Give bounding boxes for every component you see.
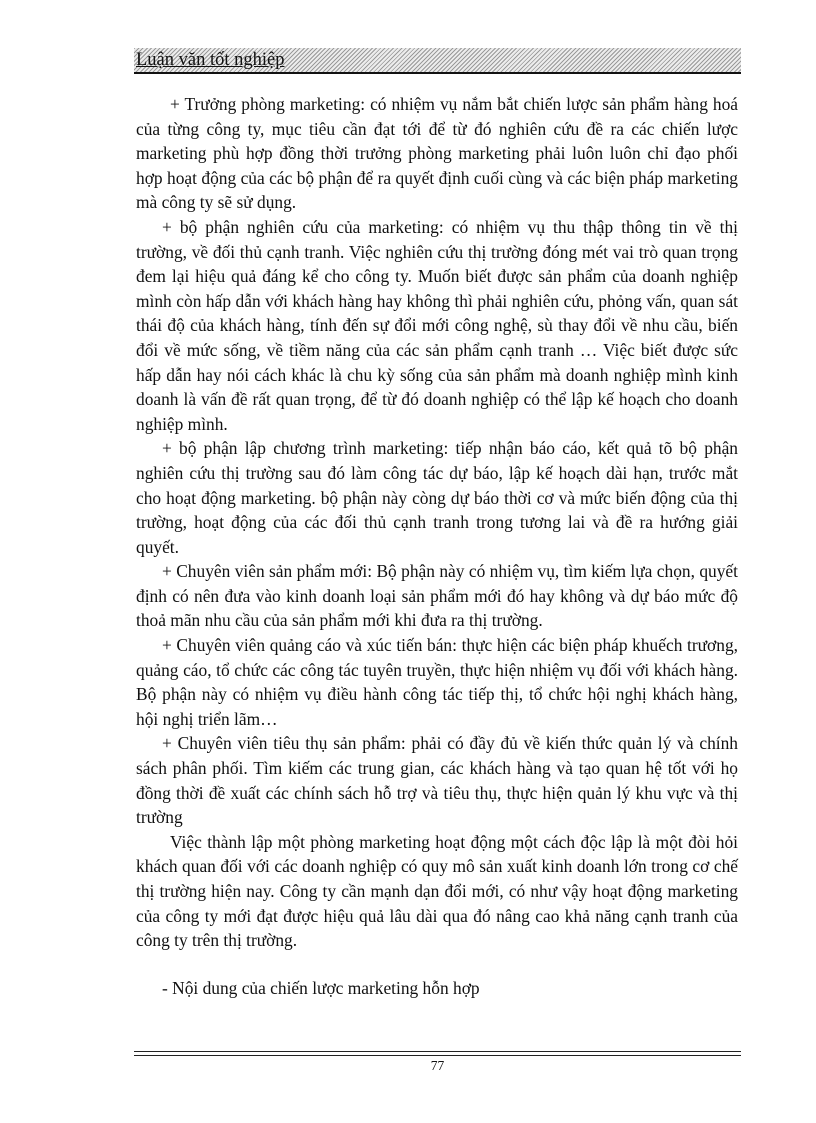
footer-rule-top [134,1051,741,1052]
paragraph-program-department: + bộ phận lập chương trình marketing: tiếp nhận báo cáo, kết quả tõ bộ phận nghiên cứu thị trường sau đó làm công tác dự báo, lập kế hoạch dài hạn, trước mắt cho hoạt động marketing. bộ phận này còng dự báo thời cơ và mức biến động của thị trường, hoạt động của các đối thủ cạnh tranh trong tương lai và đề ra hướng giải quyết. [136,438,738,557]
paragraph-head-of-marketing: + Trưởng phòng marketing: có nhiệm vụ nắm bắt chiến lược sản phẩm hàng hoá của từng công ty, mục tiêu cần đạt tới để từ đó nghiên cứu đề ra các chiến lược marketing phù hợp đồng thời trưởng phòng marketing phải luôn luôn chỉ đạo phối hợp hoạt động của các bộ phận để ra quyết định cuối cùng và các biện pháp marketing mà công ty sẽ sử dụng. [136,94,738,213]
paragraph-marketing-mix-heading: - Nội dung của chiến lược marketing hỗn hợp [162,977,480,998]
footer-rule-bottom [134,1055,741,1056]
paragraph-new-product-specialist: + Chuyên viên sản phẩm mới: Bộ phận này có nhiệm vụ, tìm kiếm lựa chọn, quyết định có nên đưa vào kinh doanh loại sản phẩm mới đó hay không và dự báo mức độ thoả mãn nhu cầu của sản phẩm mới khi đưa ra thị trường. [136,561,738,631]
page-number: 77 [430,1058,445,1073]
paragraph-advertising-specialist: + Chuyên viên quảng cáo và xúc tiến bán: thực hiện các biện pháp khuếch trương, quảng cáo, tổ chức các công tác tuyên truyền, thực hiện nhiệm vụ đối với khách hàng. Bộ phận này có nhiệm vụ điều hành công tác tiếp thị, tổ chức hội nghị khách hàng, hội nghị triển lãm… [136,635,738,729]
document-body [136,92,738,1000]
paragraph-research-department: + bộ phận nghiên cứu của marketing: có nhiệm vụ thu thập thông tin về thị trường, về đối thủ cạnh tranh. Việc nghiên cứu thị trường đóng mét vai trò quan trọng đem lại hiệu quả đáng kể cho công ty. Muốn biết được sản phẩm của doanh nghiệp mình còn hấp dẫn với khách hàng hay không thì phải nghiên cứu, phỏng vấn, quan sát thái độ của khách hàng, tính đến sự đổi mới công nghệ, sù thay đổi về nhu cầu, biến đổi về mức sống, về tiềm năng của các sản phẩm cạnh tranh … Việc biết được sức hấp dẫn hay nói cách khác là chu kỳ sống của sản phẩm mà doanh nghiệp mình kinh doanh là vấn đề rất quan trọng, để từ đó doanh nghiệp có thể lập kế hoạch cho doanh nghiệp mình. [136,216,738,434]
header-title: Luận văn tốt nghiệp [136,50,285,70]
paragraph-marketing-department-conclusion: Việc thành lập một phòng marketing hoạt động một cách độc lập là một đòi hỏi khách quan đối với các doanh nghiệp có quy mô sản xuất kinh doanh lớn trong cơ chế thị trường hiện nay. Công ty cần mạnh dạn đổi mới, có như vậy hoạt động marketing của công ty mới đạt được hiệu quả lâu dài qua đó nâng cao khả năng cạnh tranh của công ty trên thị trường. [136,831,738,951]
paragraph-sales-specialist: + Chuyên viên tiêu thụ sản phẩm: phải có đầy đủ về kiến thức quản lý và chính sách phân phối. Tìm kiếm các trung gian, các khách hàng và tạo quan hệ tốt với họ đồng thời đề xuất các chính sách hỗ trợ và tiêu thụ, thực hiện quản lý khu vực và thị trường [136,733,738,828]
page-header [134,48,741,74]
